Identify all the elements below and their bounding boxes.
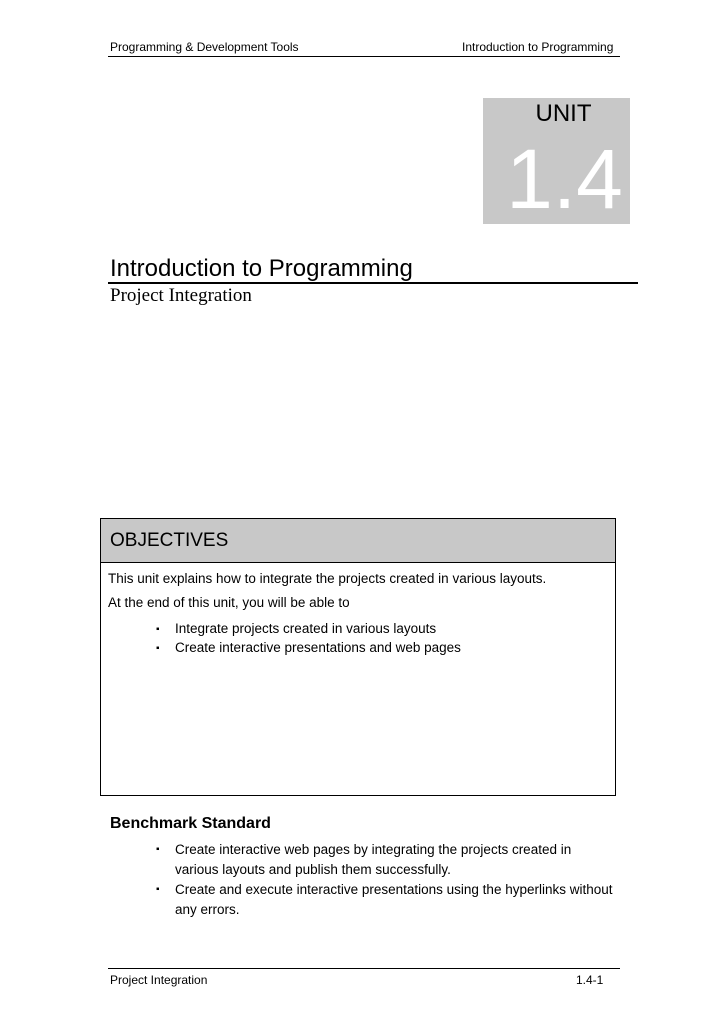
objectives-heading: OBJECTIVES <box>110 530 229 551</box>
header-left-text: Programming & Development Tools <box>110 40 299 54</box>
benchmark-heading: Benchmark Standard <box>110 815 271 832</box>
page-subtitle: Project Integration <box>110 285 252 306</box>
footer-rule <box>108 968 620 969</box>
footer-left-text: Project Integration <box>110 973 208 987</box>
bullet-square-icon: ▪ <box>156 624 160 635</box>
unit-number: 1.4 <box>506 132 623 226</box>
objective-item: Integrate projects created in various layouts <box>175 621 437 636</box>
objectives-lead: At the end of this unit, you will be able to <box>108 595 350 610</box>
title-rule <box>108 282 638 284</box>
benchmark-item: Create and execute interactive presentations using the hyperlinks without any errors. <box>175 882 613 917</box>
header-right-text: Introduction to Programming <box>462 40 614 54</box>
objectives-intro: This unit explains how to integrate the projects created in various layouts. <box>108 571 547 586</box>
bullet-square-icon: ▪ <box>156 844 160 855</box>
benchmark-item: Create interactive web pages by integrating the projects created in various layouts and publish them successfully. <box>175 842 572 877</box>
unit-label: UNIT <box>535 100 592 127</box>
bullet-square-icon: ▪ <box>156 884 160 895</box>
bullet-square-icon: ▪ <box>156 643 160 654</box>
header-rule <box>108 56 620 57</box>
page-title: Introduction to Programming <box>110 255 413 282</box>
objective-item: Create interactive presentations and web pages <box>175 640 461 655</box>
page-number: 1.4-1 <box>576 973 604 987</box>
